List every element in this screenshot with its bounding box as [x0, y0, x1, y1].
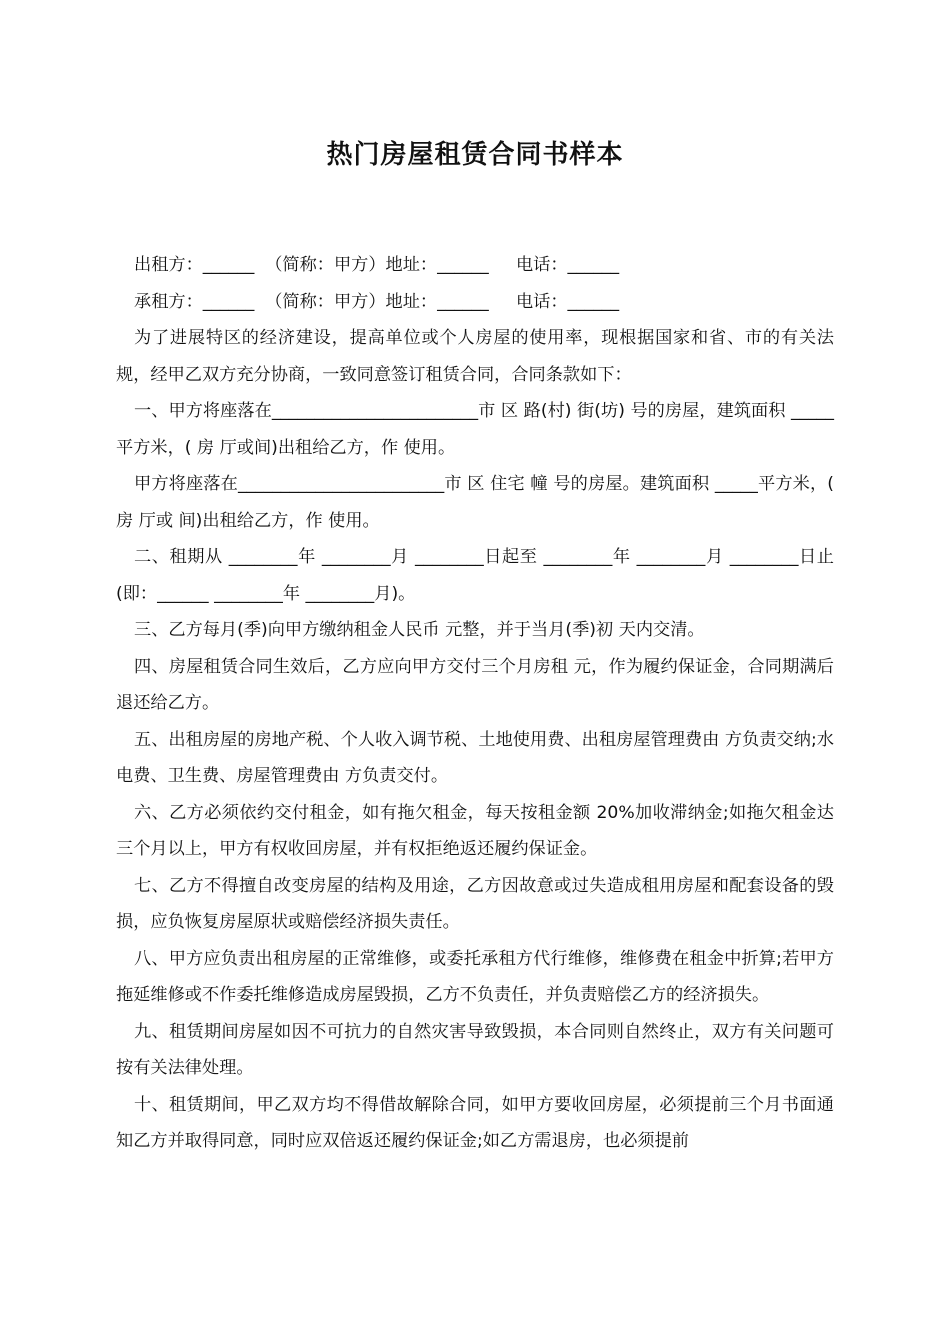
document-title: 热门房屋租赁合同书样本	[326, 140, 624, 170]
lessee-line: 承租方：______ （简称：甲方）地址：______ 电话：______	[134, 291, 620, 312]
clause-8-paragraph: 八、甲方应负责出租房屋的正常维修，或委托承租方代行维修，维修费在租金中折算;若甲方拖延维修或不作委托维修造成房屋毁损，乙方不负责任，并负责赔偿乙方的经济损失。	[116, 948, 834, 1005]
clause-6-paragraph: 六、乙方必须依约交付租金，如有拖欠租金，每天按租金额 20%加收滞纳金;如拖欠租金达三个月以上，甲方有权收回房屋，并有权拒绝返还履约保证金。	[116, 802, 834, 859]
clause-9-paragraph: 九、租赁期间房屋如因不可抗力的自然灾害导致毁损，本合同则自然终止，双方有关问题可按有关法律处理。	[116, 1021, 834, 1078]
preamble-paragraph: 为了进展特区的经济建设，提高单位或个人房屋的使用率，现根据国家和省、市的有关法规，经甲乙双方充分协商，一致同意签订租赁合同，合同条款如下：	[116, 328, 834, 385]
lessor-line: 出租方：______ （简称：甲方）地址：______ 电话：______	[134, 255, 620, 275]
clause-1-paragraph: 一、甲方将座落在________________________市 区 路(村) 街(坊) 号的房屋，建筑面积 _____平方米，( 房 厅或间)出租给乙方，作 使用。	[116, 401, 834, 458]
clause-2-paragraph: 二、租期从 ________年 ________月 ________日起至 ________年 ________月 ________日止(即：______ ________年 ________月)。	[116, 547, 834, 604]
clause-7-paragraph: 七、乙方不得擅自改变房屋的结构及用途，乙方因故意或过失造成租用房屋和配套设备的毁损，应负恢复房屋原状或赔偿经济损失责任。	[116, 875, 834, 932]
clause-1b-paragraph: 甲方将座落在________________________市 区 住宅 幢 号的房屋。建筑面积 _____平方米，( 房 厅或 间)出租给乙方，作 使用。	[116, 474, 834, 531]
clause-5-paragraph: 五、出租房屋的房地产税、个人收入调节税、土地使用费、出租房屋管理费由 方负责交纳;水电费、卫生费、房屋管理费由 方负责交付。	[116, 729, 834, 786]
clause-3-paragraph: 三、乙方每月(季)向甲方缴纳租金人民币 元整，并于当月(季)初 天内交清。	[134, 620, 705, 640]
contract-body	[116, 247, 834, 1160]
clause-10-paragraph: 十、租赁期间，甲乙双方均不得借故解除合同，如甲方要收回房屋，必须提前三个月书面通知乙方并取得同意，同时应双倍返还履约保证金;如乙方需退房，也必须提前	[116, 1094, 834, 1151]
clause-4-paragraph: 四、房屋租赁合同生效后，乙方应向甲方交付三个月房租 元，作为履约保证金，合同期满后退还给乙方。	[116, 656, 834, 713]
